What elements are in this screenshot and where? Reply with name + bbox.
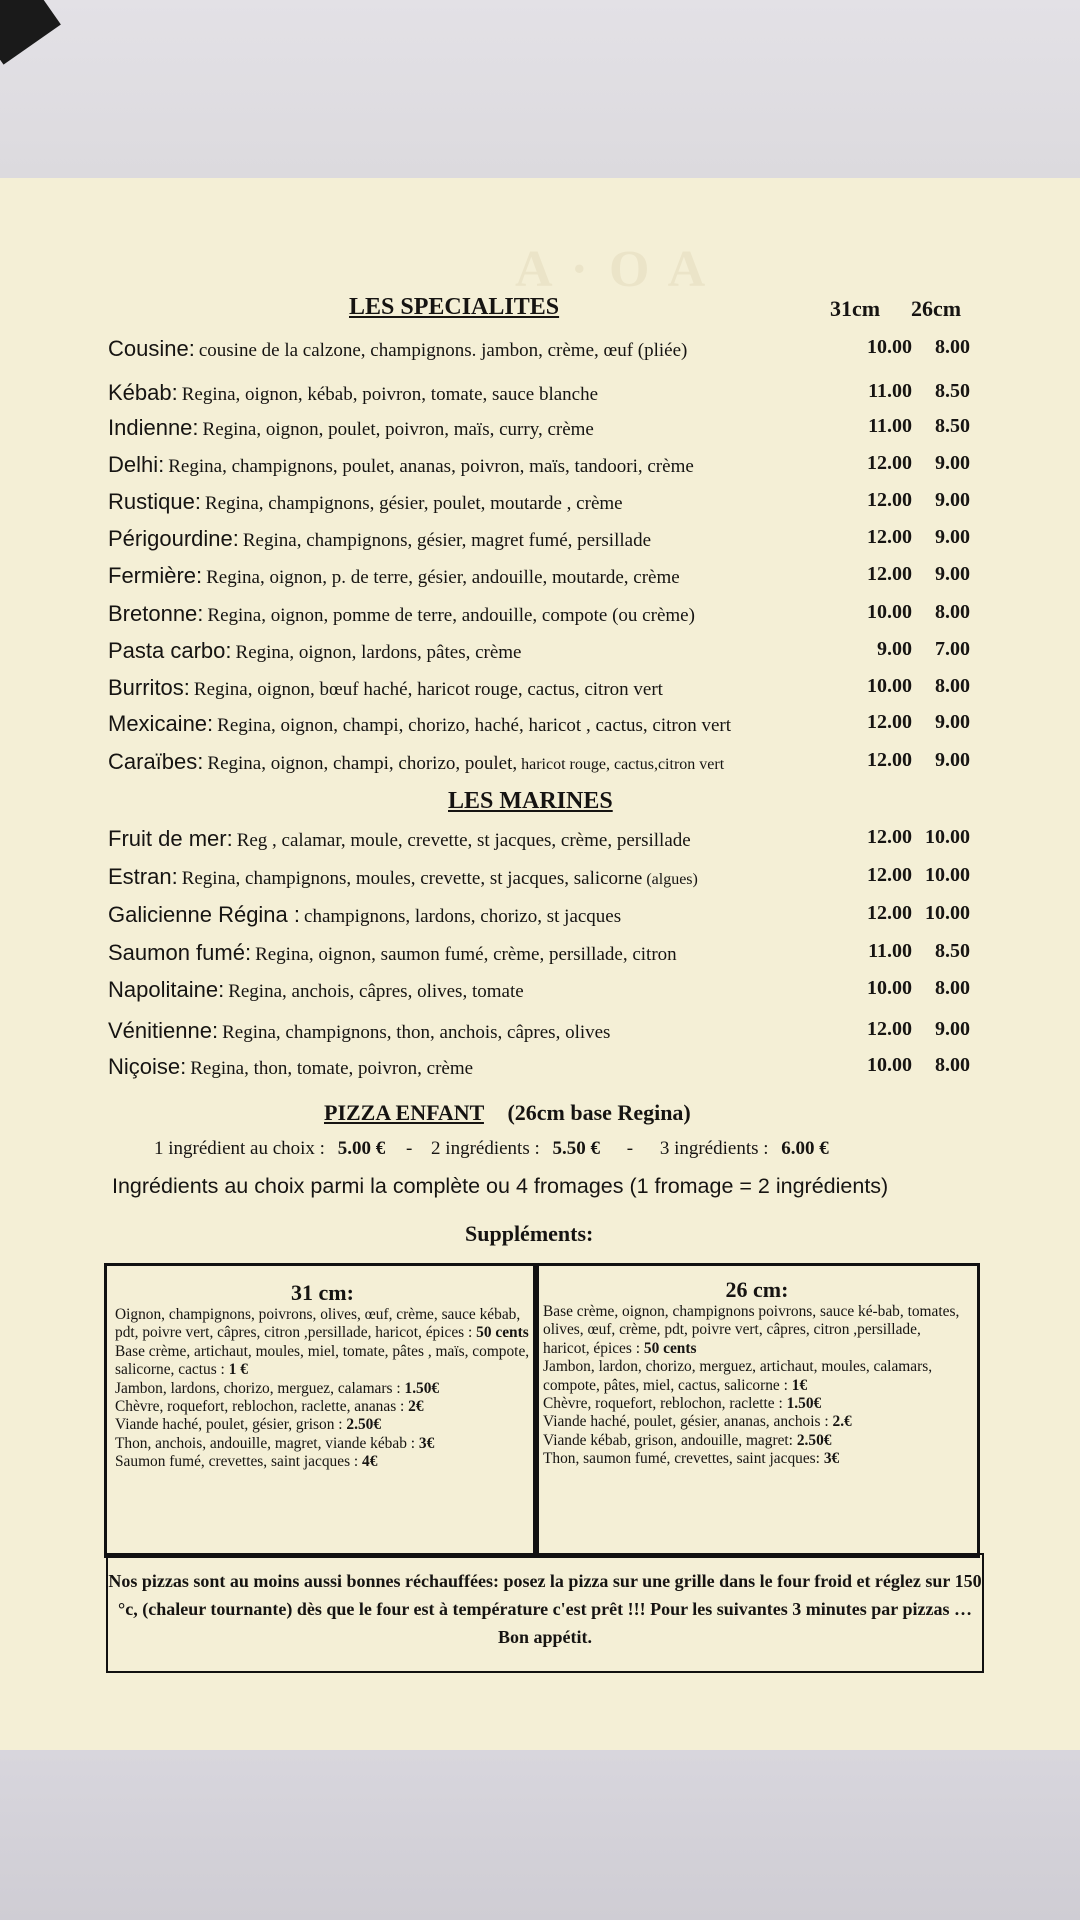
price-26cm: 9.00 bbox=[935, 489, 970, 511]
supplements-26-lines bbox=[543, 1303, 971, 1469]
pizza-name: Bretonne: bbox=[108, 601, 204, 626]
menu-item-text bbox=[108, 489, 623, 515]
menu-item-row bbox=[0, 711, 1080, 747]
supplements-26-box bbox=[533, 1263, 980, 1558]
menu-item-text bbox=[108, 415, 594, 441]
supplement-line bbox=[543, 1395, 971, 1413]
enfant-sep1: - bbox=[405, 1138, 413, 1159]
price-31cm: 10.00 bbox=[867, 336, 912, 358]
pizza-ingredients: Regina, champignons, gésier, poulet, moutarde , crème bbox=[204, 493, 623, 514]
price-26cm: 8.00 bbox=[935, 675, 970, 697]
supplement-line bbox=[115, 1453, 530, 1471]
pizza-ingredients: Regina, champignons, poulet, ananas, poivron, maïs, tandoori, crème bbox=[168, 456, 694, 477]
supplement-ingredients: Thon, anchois, andouille, magret, viande kébab : bbox=[115, 1434, 416, 1452]
price-26cm: 8.50 bbox=[935, 415, 970, 437]
menu-item-row bbox=[0, 336, 1080, 372]
menu-item-text bbox=[108, 638, 522, 664]
reheating-note: Nos pizzas sont au moins aussi bonnes réchauffées: posez la pizza sur une grille dans le four froid et réglez sur 150 °c, (chaleur tournante) dès que le four est à température c'est prêt !!! Pour les suivantes 3 minutes par pizzas … Bon appétit. bbox=[106, 1553, 984, 1673]
enfant-opt2-label: 2 ingrédients : bbox=[431, 1138, 540, 1159]
supplement-line bbox=[543, 1303, 971, 1358]
supplement-line bbox=[543, 1450, 971, 1468]
supplement-line bbox=[115, 1416, 530, 1434]
supplement-line bbox=[115, 1435, 530, 1453]
supplement-ingredients: Viande haché, poulet, gésier, ananas, anchois : bbox=[543, 1413, 829, 1431]
price-26cm: 7.00 bbox=[935, 638, 970, 660]
supplement-ingredients: Base crème, oignon, champignons poivrons, sauce ké-bab, tomates, olives, œuf, crème, pdt, poivre vert, câpres, citron ,persillade, haricot, épices : bbox=[543, 1303, 960, 1357]
supplement-line bbox=[543, 1413, 971, 1431]
menu-item-text bbox=[108, 563, 680, 589]
menu-item-row bbox=[0, 563, 1080, 599]
pizza-name: Caraïbes: bbox=[108, 749, 204, 774]
menu-item-text bbox=[108, 526, 651, 552]
enfant-subtitle: (26cm base Regina) bbox=[507, 1100, 691, 1125]
menu-item-row bbox=[0, 415, 1080, 451]
marines-title: LES MARINES bbox=[448, 788, 613, 814]
pizza-name: Pasta carbo: bbox=[108, 638, 232, 663]
menu-item-text bbox=[108, 902, 621, 928]
price-26cm: 10.00 bbox=[925, 902, 970, 924]
menu-item-row bbox=[0, 638, 1080, 674]
pizza-name: Fruit de mer: bbox=[108, 826, 233, 851]
supplement-ingredients: Base crème, artichaut, moules, miel, tomate, pâtes , maïs, compote, salicorne, cactus : bbox=[115, 1342, 530, 1379]
pizza-name: Indienne: bbox=[108, 415, 199, 440]
pizza-name: Burritos: bbox=[108, 675, 190, 700]
supplement-ingredients: Viande kébab, grison, andouille, magret: bbox=[543, 1431, 793, 1449]
pizza-name: Kébab: bbox=[108, 380, 178, 405]
pizza-name: Estran: bbox=[108, 864, 178, 889]
pizza-name: Périgourdine: bbox=[108, 526, 239, 551]
enfant-sep2: - bbox=[626, 1138, 634, 1159]
pizza-ingredients: Regina, champignons, gésier, magret fumé, persillade bbox=[242, 530, 652, 551]
supplements-title: Suppléments: bbox=[465, 1221, 594, 1246]
menu-item-text bbox=[108, 826, 691, 852]
menu-item-text bbox=[108, 711, 731, 737]
supplement-ingredients: Thon, saumon fumé, crevettes, saint jacques: bbox=[543, 1450, 820, 1468]
menu-item-row bbox=[0, 977, 1080, 1013]
pizza-ingredients: Regina, oignon, poulet, poivron, maïs, curry, crème bbox=[202, 419, 594, 440]
menu-item-row bbox=[0, 749, 1080, 785]
enfant-opt1-price: 5.00 € bbox=[337, 1138, 386, 1159]
price-26cm: 8.50 bbox=[935, 940, 970, 962]
supplement-price: 2.€ bbox=[832, 1413, 852, 1431]
supplement-price: 1 € bbox=[228, 1361, 248, 1379]
menu-item-text bbox=[108, 864, 698, 890]
show-through-text: A · O A bbox=[515, 241, 710, 298]
price-26cm: 10.00 bbox=[925, 826, 970, 848]
menu-item-row bbox=[0, 526, 1080, 562]
price-31cm: 12.00 bbox=[867, 826, 912, 848]
price-31cm: 11.00 bbox=[868, 940, 912, 962]
supplement-ingredients: Jambon, lardon, chorizo, merguez, artichaut, moules, calamars, compote, pâtes, miel, cactus, salicorne : bbox=[543, 1358, 933, 1394]
menu-item-row bbox=[0, 452, 1080, 488]
supplement-line bbox=[543, 1358, 971, 1395]
menu-item-text bbox=[108, 749, 724, 775]
supplements-31-title: 31 cm: bbox=[291, 1280, 354, 1305]
pizza-name: Delhi: bbox=[108, 452, 165, 477]
pizza-ingredients: Regina, oignon, p. de terre, gésier, andouille, moutarde, crème bbox=[206, 567, 680, 588]
specialites-title: LES SPECIALITES bbox=[349, 294, 560, 320]
pizza-name: Mexicaine: bbox=[108, 711, 214, 736]
menu-item-text bbox=[108, 380, 598, 406]
pizza-name: Niçoise: bbox=[108, 1054, 187, 1079]
price-26cm: 8.00 bbox=[935, 1054, 970, 1076]
enfant-opt2-price: 5.50 € bbox=[552, 1138, 600, 1159]
menu-item-row bbox=[0, 1018, 1080, 1054]
menu-item-row bbox=[0, 864, 1080, 900]
menu-item-row bbox=[0, 940, 1080, 976]
supplement-price: 1.50€ bbox=[786, 1395, 822, 1413]
pizza-ingredients: Regina, oignon, kébab, poivron, tomate, sauce blanche bbox=[181, 384, 599, 405]
supplement-ingredients: Oignon, champignons, poivrons, olives, œuf, crème, sauce kébab, pdt, poivre vert, câpres, citron ,persillade, haricot, épices : bbox=[115, 1306, 521, 1342]
pizza-ingredients: champignons, lardons, chorizo, st jacques bbox=[304, 906, 622, 927]
pizza-ingredients: Regina, oignon, champi, chorizo, poulet, bbox=[207, 753, 518, 774]
price-31cm: 12.00 bbox=[867, 711, 912, 733]
supplement-price: 3€ bbox=[823, 1450, 840, 1468]
menu-item-row bbox=[0, 380, 1080, 416]
price-31cm: 12.00 bbox=[867, 1018, 912, 1040]
supplement-price: 2.50€ bbox=[796, 1431, 832, 1449]
enfant-title: PIZZA ENFANT bbox=[324, 1100, 484, 1125]
price-26cm: 8.00 bbox=[935, 977, 970, 999]
supplement-ingredients: Chèvre, roquefort, reblochon, raclette : bbox=[543, 1395, 783, 1413]
price-26cm: 10.00 bbox=[925, 864, 970, 886]
menu-item-text bbox=[108, 1018, 610, 1044]
menu-item-text bbox=[108, 601, 695, 627]
menu-item-row bbox=[0, 489, 1080, 525]
supplement-price: 4€ bbox=[362, 1453, 378, 1471]
price-26cm: 8.00 bbox=[935, 336, 970, 358]
supplement-line bbox=[115, 1306, 530, 1343]
table-background-bottom bbox=[0, 1750, 1080, 1920]
pizza-name: Napolitaine: bbox=[108, 977, 225, 1002]
table-background-top bbox=[0, 0, 1080, 178]
supplement-line bbox=[543, 1432, 971, 1450]
menu-item-text bbox=[108, 1054, 473, 1080]
pizza-ingredients-small: (algues) bbox=[646, 871, 698, 888]
size-31-header: 31cm bbox=[830, 296, 881, 321]
pizza-name: Fermière: bbox=[108, 563, 203, 588]
price-31cm: 12.00 bbox=[867, 563, 912, 585]
pizza-name: Saumon fumé: bbox=[108, 940, 252, 965]
menu-item-text bbox=[108, 336, 687, 362]
supplement-ingredients: Saumon fumé, crevettes, saint jacques : bbox=[115, 1453, 359, 1471]
menu-item-row bbox=[0, 601, 1080, 637]
supplements-31-lines bbox=[115, 1306, 530, 1472]
supplements-31-box bbox=[104, 1263, 539, 1558]
enfant-opt3-price: 6.00 € bbox=[781, 1138, 829, 1159]
price-26cm: 8.00 bbox=[935, 601, 970, 623]
price-31cm: 12.00 bbox=[867, 749, 912, 771]
menu-item-row bbox=[0, 1054, 1080, 1090]
menu-item-row bbox=[0, 675, 1080, 711]
pizza-ingredients: Regina, oignon, champi, chorizo, haché, haricot , cactus, citron vert bbox=[217, 715, 732, 736]
pizza-ingredients: Regina, oignon, bœuf haché, haricot rouge, cactus, citron vert bbox=[193, 679, 663, 700]
menu-item-text bbox=[108, 977, 524, 1003]
supplement-price: 2€ bbox=[408, 1398, 424, 1416]
pizza-ingredients: Regina, anchois, câpres, olives, tomate bbox=[228, 981, 524, 1002]
pizza-ingredients: Regina, champignons, moules, crevette, st jacques, salicorne bbox=[181, 868, 643, 889]
price-31cm: 10.00 bbox=[867, 977, 912, 999]
pizza-ingredients: Reg , calamar, moule, crevette, st jacques, crème, persillade bbox=[236, 830, 691, 851]
price-31cm: 10.00 bbox=[867, 675, 912, 697]
pizza-ingredients: Regina, oignon, saumon fumé, crème, persillade, citron bbox=[255, 944, 677, 965]
supplement-price: 1€ bbox=[791, 1376, 808, 1394]
pizza-ingredients: cousine de la calzone, champignons. jambon, crème, œuf (pliée) bbox=[198, 340, 688, 361]
enfant-opt3-label: 3 ingrédients : bbox=[659, 1138, 769, 1159]
menu-item-row bbox=[0, 902, 1080, 938]
pizza-ingredients: Regina, oignon, pomme de terre, andouille, compote (ou crème) bbox=[207, 605, 695, 626]
price-31cm: 10.00 bbox=[867, 1054, 912, 1076]
price-26cm: 9.00 bbox=[935, 563, 970, 585]
supplement-ingredients: Chèvre, roquefort, reblochon, raclette, ananas : bbox=[115, 1398, 405, 1416]
supplement-price: 50 cents bbox=[643, 1339, 697, 1357]
pizza-name: Vénitienne: bbox=[108, 1018, 219, 1043]
price-31cm: 11.00 bbox=[868, 415, 912, 437]
price-31cm: 12.00 bbox=[867, 452, 912, 474]
price-31cm: 12.00 bbox=[867, 526, 912, 548]
menu-item-text bbox=[108, 675, 663, 701]
price-26cm: 9.00 bbox=[935, 526, 970, 548]
supplement-line bbox=[115, 1343, 530, 1380]
price-31cm: 12.00 bbox=[867, 902, 912, 924]
pizza-ingredients-small: haricot rouge, cactus,citron vert bbox=[521, 756, 725, 773]
price-26cm: 9.00 bbox=[935, 452, 970, 474]
supplement-price: 50 cents bbox=[476, 1324, 529, 1342]
price-26cm: 9.00 bbox=[935, 711, 970, 733]
price-31cm: 11.00 bbox=[868, 380, 912, 402]
supplement-ingredients: Viande haché, poulet, gésier, grison : bbox=[115, 1416, 343, 1434]
supplement-line bbox=[115, 1398, 530, 1416]
price-31cm: 12.00 bbox=[867, 489, 912, 511]
price-26cm: 9.00 bbox=[935, 749, 970, 771]
price-31cm: 9.00 bbox=[877, 638, 912, 660]
enfant-opt1-label: 1 ingrédient au choix : bbox=[154, 1138, 325, 1159]
menu-item-text bbox=[108, 452, 694, 478]
menu-item-text bbox=[108, 940, 677, 966]
pizza-name: Rustique: bbox=[108, 489, 201, 514]
price-26cm: 8.50 bbox=[935, 380, 970, 402]
enfant-note: Ingrédients au choix parmi la complète ou 4 fromages (1 fromage = 2 ingrédients) bbox=[112, 1174, 889, 1198]
enfant-heading bbox=[324, 1100, 691, 1126]
enfant-options bbox=[154, 1138, 829, 1160]
menu-item-row bbox=[0, 826, 1080, 862]
supplement-line bbox=[115, 1380, 530, 1398]
price-31cm: 12.00 bbox=[867, 864, 912, 886]
pizza-ingredients: Regina, thon, tomate, poivron, crème bbox=[190, 1058, 474, 1079]
supplement-price: 1.50€ bbox=[404, 1379, 440, 1397]
pizza-ingredients: Regina, oignon, lardons, pâtes, crème bbox=[235, 642, 522, 663]
supplements-26-title: 26 cm: bbox=[725, 1277, 789, 1302]
pizza-name: Cousine: bbox=[108, 336, 195, 361]
supplement-ingredients: Jambon, lardons, chorizo, merguez, calamars : bbox=[115, 1379, 401, 1397]
price-26cm: 9.00 bbox=[935, 1018, 970, 1040]
supplement-price: 2.50€ bbox=[346, 1416, 382, 1434]
pizza-ingredients: Regina, champignons, thon, anchois, câpres, olives bbox=[222, 1022, 611, 1043]
price-31cm: 10.00 bbox=[867, 601, 912, 623]
supplement-price: 3€ bbox=[418, 1434, 435, 1452]
size-26-header: 26cm bbox=[911, 296, 962, 321]
pizza-name: Galicienne Régina : bbox=[108, 902, 301, 927]
